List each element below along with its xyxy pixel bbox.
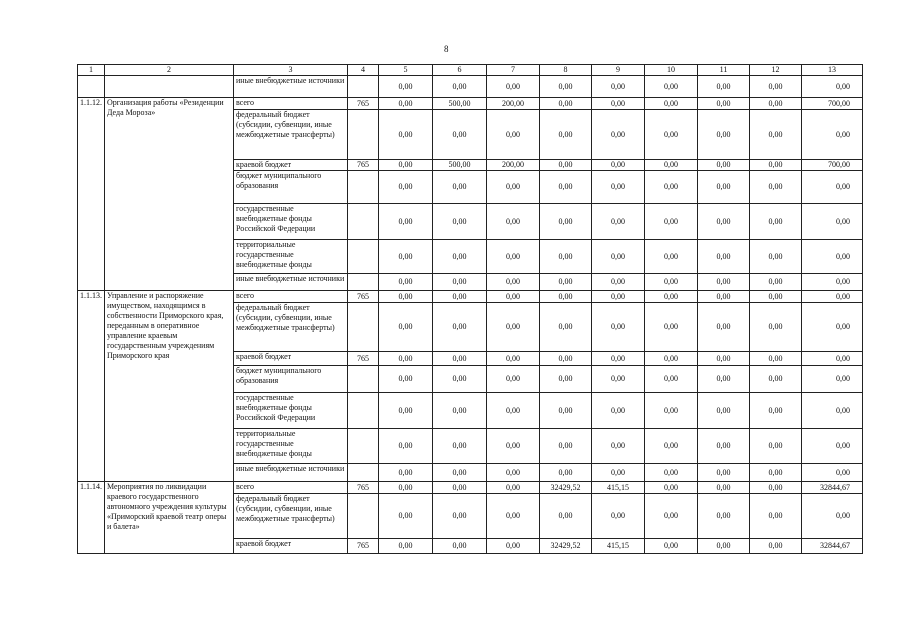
amount-cell: 0,00: [540, 274, 592, 291]
amount-cell: 0,00: [750, 274, 802, 291]
amount-cell: 0,00: [379, 352, 433, 366]
column-header: 13: [802, 65, 863, 76]
amount-cell: 0,00: [645, 76, 698, 98]
amount-cell: 0,00: [698, 240, 750, 274]
table-row: [78, 98, 863, 110]
column-header: 12: [750, 65, 802, 76]
amount-cell: 0,00: [698, 291, 750, 303]
amount-cell: 0,00: [487, 482, 540, 494]
amount-cell: 0,00: [433, 240, 487, 274]
amount-cell: 0,00: [433, 204, 487, 240]
amount-cell: 0,00: [540, 366, 592, 393]
budget-code: [348, 393, 379, 429]
amount-cell: 0,00: [645, 291, 698, 303]
amount-cell: 0,00: [802, 429, 863, 464]
amount-cell: 0,00: [698, 76, 750, 98]
amount-cell: 32429,52: [540, 482, 592, 494]
amount-cell: 0,00: [379, 366, 433, 393]
funding-source: иные внебюджетные источники: [234, 464, 348, 482]
amount-cell: 0,00: [698, 98, 750, 110]
amount-cell: 0,00: [540, 291, 592, 303]
amount-cell: 0,00: [750, 539, 802, 554]
amount-cell: 0,00: [698, 539, 750, 554]
amount-cell: 0,00: [750, 352, 802, 366]
budget-code: [348, 171, 379, 204]
amount-cell: 700,00: [802, 160, 863, 171]
amount-cell: 0,00: [540, 303, 592, 352]
amount-cell: 0,00: [645, 98, 698, 110]
amount-cell: 0,00: [698, 366, 750, 393]
budget-code: 765: [348, 291, 379, 303]
budget-table: [77, 64, 863, 554]
amount-cell: 0,00: [592, 494, 645, 539]
amount-cell: 0,00: [540, 240, 592, 274]
amount-cell: 0,00: [592, 429, 645, 464]
funding-source: иные внебюджетные источники: [234, 274, 348, 291]
amount-cell: 0,00: [802, 393, 863, 429]
amount-cell: 0,00: [433, 366, 487, 393]
amount-cell: 415,15: [592, 482, 645, 494]
amount-cell: 0,00: [802, 204, 863, 240]
budget-code: [348, 274, 379, 291]
amount-cell: 0,00: [433, 464, 487, 482]
amount-cell: 0,00: [750, 291, 802, 303]
table-row: [78, 291, 863, 303]
funding-source: государственные внебюджетные фонды Российской Федерации: [234, 204, 348, 240]
amount-cell: 0,00: [698, 171, 750, 204]
amount-cell: 0,00: [433, 393, 487, 429]
amount-cell: 0,00: [487, 429, 540, 464]
amount-cell: 0,00: [540, 429, 592, 464]
column-header: 10: [645, 65, 698, 76]
amount-cell: 0,00: [802, 240, 863, 274]
budget-code: 765: [348, 352, 379, 366]
column-header: 9: [592, 65, 645, 76]
amount-cell: 0,00: [698, 429, 750, 464]
amount-cell: 0,00: [698, 482, 750, 494]
amount-cell: 0,00: [698, 204, 750, 240]
amount-cell: 0,00: [698, 303, 750, 352]
amount-cell: 0,00: [698, 110, 750, 160]
budget-code: [348, 494, 379, 539]
amount-cell: 0,00: [540, 393, 592, 429]
amount-cell: 700,00: [802, 98, 863, 110]
funding-source: государственные внебюджетные фонды Российской Федерации: [234, 393, 348, 429]
amount-cell: 0,00: [379, 160, 433, 171]
column-header: 2: [105, 65, 234, 76]
amount-cell: 0,00: [379, 240, 433, 274]
amount-cell: 0,00: [592, 110, 645, 160]
amount-cell: 0,00: [540, 160, 592, 171]
amount-cell: 0,00: [379, 76, 433, 98]
amount-cell: 0,00: [802, 171, 863, 204]
amount-cell: 0,00: [750, 464, 802, 482]
budget-code: [348, 303, 379, 352]
amount-cell: 500,00: [433, 160, 487, 171]
table-row: [78, 482, 863, 494]
funding-source: территориальные государственные внебюджетные фонды: [234, 240, 348, 274]
budget-code: 765: [348, 98, 379, 110]
amount-cell: 0,00: [645, 240, 698, 274]
amount-cell: 0,00: [802, 366, 863, 393]
amount-cell: 0,00: [487, 539, 540, 554]
amount-cell: 0,00: [645, 274, 698, 291]
budget-code: [348, 76, 379, 98]
amount-cell: 200,00: [487, 98, 540, 110]
amount-cell: 0,00: [379, 110, 433, 160]
amount-cell: 0,00: [433, 539, 487, 554]
amount-cell: 0,00: [645, 539, 698, 554]
amount-cell: 0,00: [540, 110, 592, 160]
amount-cell: 500,00: [433, 98, 487, 110]
amount-cell: 0,00: [487, 464, 540, 482]
amount-cell: 0,00: [645, 110, 698, 160]
amount-cell: 0,00: [433, 171, 487, 204]
amount-cell: 0,00: [379, 482, 433, 494]
amount-cell: 0,00: [750, 204, 802, 240]
amount-cell: 0,00: [433, 291, 487, 303]
amount-cell: 0,00: [698, 464, 750, 482]
amount-cell: 0,00: [487, 393, 540, 429]
amount-cell: 0,00: [433, 482, 487, 494]
amount-cell: 0,00: [645, 393, 698, 429]
amount-cell: 0,00: [645, 204, 698, 240]
amount-cell: 0,00: [750, 110, 802, 160]
amount-cell: 0,00: [487, 110, 540, 160]
item-name: Управление и распоряжение имуществом, находящимся в собственности Приморского края, переданным в оперативное управление краевым государственным учреждениям Приморского края: [105, 291, 234, 482]
amount-cell: 0,00: [802, 274, 863, 291]
amount-cell: 0,00: [802, 291, 863, 303]
amount-cell: 0,00: [433, 352, 487, 366]
amount-cell: 0,00: [379, 303, 433, 352]
amount-cell: 0,00: [379, 171, 433, 204]
amount-cell: 0,00: [592, 240, 645, 274]
amount-cell: 0,00: [592, 303, 645, 352]
amount-cell: 0,00: [645, 429, 698, 464]
amount-cell: 0,00: [379, 393, 433, 429]
amount-cell: 0,00: [379, 429, 433, 464]
column-header: 5: [379, 65, 433, 76]
amount-cell: 0,00: [698, 494, 750, 539]
budget-code: 765: [348, 160, 379, 171]
table-row: [78, 76, 863, 98]
amount-cell: 0,00: [540, 204, 592, 240]
amount-cell: 0,00: [750, 429, 802, 464]
budget-code: [348, 240, 379, 274]
amount-cell: 0,00: [645, 366, 698, 393]
amount-cell: 0,00: [540, 352, 592, 366]
amount-cell: 0,00: [379, 274, 433, 291]
column-header: 3: [234, 65, 348, 76]
header-row: [78, 65, 863, 76]
amount-cell: 0,00: [540, 494, 592, 539]
amount-cell: 0,00: [379, 494, 433, 539]
amount-cell: 0,00: [750, 393, 802, 429]
amount-cell: 0,00: [645, 303, 698, 352]
amount-cell: 0,00: [802, 76, 863, 98]
amount-cell: 0,00: [487, 352, 540, 366]
amount-cell: 0,00: [592, 366, 645, 393]
amount-cell: 0,00: [487, 494, 540, 539]
item-number: 1.1.12.: [78, 98, 105, 291]
amount-cell: 0,00: [487, 240, 540, 274]
amount-cell: 0,00: [750, 303, 802, 352]
amount-cell: 200,00: [487, 160, 540, 171]
amount-cell: 0,00: [645, 494, 698, 539]
funding-source: бюджет муниципального образования: [234, 171, 348, 204]
amount-cell: 0,00: [698, 352, 750, 366]
funding-source: краевой бюджет: [234, 160, 348, 171]
amount-cell: 0,00: [433, 494, 487, 539]
funding-source: федеральный бюджет (субсидии, субвенции, иные межбюджетные трансферты): [234, 110, 348, 160]
amount-cell: 0,00: [802, 464, 863, 482]
amount-cell: 0,00: [645, 352, 698, 366]
amount-cell: 0,00: [802, 303, 863, 352]
funding-source: всего: [234, 98, 348, 110]
amount-cell: 0,00: [487, 204, 540, 240]
funding-source: всего: [234, 291, 348, 303]
amount-cell: 0,00: [433, 76, 487, 98]
funding-source: федеральный бюджет (субсидии, субвенции, иные межбюджетные трансферты): [234, 303, 348, 352]
budget-code: 765: [348, 482, 379, 494]
item-number: [78, 76, 105, 98]
amount-cell: 0,00: [592, 291, 645, 303]
amount-cell: 0,00: [592, 352, 645, 366]
amount-cell: 0,00: [487, 291, 540, 303]
column-header: 11: [698, 65, 750, 76]
amount-cell: 0,00: [698, 160, 750, 171]
column-header: 7: [487, 65, 540, 76]
amount-cell: 0,00: [592, 160, 645, 171]
budget-code: 765: [348, 539, 379, 554]
amount-cell: 0,00: [750, 76, 802, 98]
funding-source: территориальные государственные внебюджетные фонды: [234, 429, 348, 464]
item-name: [105, 76, 234, 98]
amount-cell: 0,00: [645, 160, 698, 171]
amount-cell: 0,00: [802, 494, 863, 539]
amount-cell: 0,00: [379, 291, 433, 303]
funding-source: федеральный бюджет (субсидии, субвенции, иные межбюджетные трансферты): [234, 494, 348, 539]
amount-cell: 0,00: [750, 482, 802, 494]
amount-cell: 0,00: [592, 98, 645, 110]
amount-cell: 0,00: [592, 464, 645, 482]
amount-cell: 0,00: [379, 204, 433, 240]
column-header: 8: [540, 65, 592, 76]
amount-cell: 0,00: [750, 98, 802, 110]
amount-cell: 0,00: [750, 240, 802, 274]
amount-cell: 32429,52: [540, 539, 592, 554]
amount-cell: 0,00: [433, 110, 487, 160]
item-name: Организация работы «Резиденции Деда Мороза»: [105, 98, 234, 291]
page-number: 8: [444, 44, 449, 54]
funding-source: краевой бюджет: [234, 539, 348, 554]
amount-cell: 0,00: [487, 366, 540, 393]
amount-cell: 0,00: [433, 274, 487, 291]
amount-cell: 0,00: [487, 303, 540, 352]
amount-cell: 0,00: [698, 393, 750, 429]
amount-cell: 0,00: [487, 76, 540, 98]
amount-cell: 0,00: [487, 274, 540, 291]
funding-source: иные внебюджетные источники: [234, 76, 348, 98]
amount-cell: 0,00: [379, 539, 433, 554]
amount-cell: 0,00: [487, 171, 540, 204]
amount-cell: 0,00: [379, 98, 433, 110]
amount-cell: 0,00: [540, 98, 592, 110]
amount-cell: 0,00: [540, 76, 592, 98]
amount-cell: 0,00: [750, 494, 802, 539]
budget-code: [348, 464, 379, 482]
amount-cell: 0,00: [540, 464, 592, 482]
amount-cell: 0,00: [698, 274, 750, 291]
amount-cell: 0,00: [645, 464, 698, 482]
amount-cell: 0,00: [645, 171, 698, 204]
amount-cell: 0,00: [592, 204, 645, 240]
budget-code: [348, 204, 379, 240]
item-number: 1.1.14.: [78, 482, 105, 554]
amount-cell: 0,00: [802, 110, 863, 160]
amount-cell: 0,00: [645, 482, 698, 494]
item-name: Мероприятия по ликвидации краевого государственного автономного учреждения культуры «Приморский краевой театр оперы и балета»: [105, 482, 234, 554]
amount-cell: 0,00: [379, 464, 433, 482]
amount-cell: 0,00: [750, 366, 802, 393]
amount-cell: 0,00: [592, 393, 645, 429]
budget-code: [348, 366, 379, 393]
amount-cell: 0,00: [433, 303, 487, 352]
amount-cell: 0,00: [750, 171, 802, 204]
amount-cell: 32844,67: [802, 482, 863, 494]
amount-cell: 0,00: [433, 429, 487, 464]
funding-source: краевой бюджет: [234, 352, 348, 366]
amount-cell: 0,00: [802, 352, 863, 366]
amount-cell: 0,00: [592, 171, 645, 204]
amount-cell: 0,00: [750, 160, 802, 171]
amount-cell: 0,00: [592, 76, 645, 98]
amount-cell: 0,00: [540, 171, 592, 204]
funding-source: всего: [234, 482, 348, 494]
column-header: 6: [433, 65, 487, 76]
budget-code: [348, 110, 379, 160]
funding-source: бюджет муниципального образования: [234, 366, 348, 393]
budget-code: [348, 429, 379, 464]
column-header: 1: [78, 65, 105, 76]
item-number: 1.1.13.: [78, 291, 105, 482]
amount-cell: 32844,67: [802, 539, 863, 554]
column-header: 4: [348, 65, 379, 76]
amount-cell: 415,15: [592, 539, 645, 554]
amount-cell: 0,00: [592, 274, 645, 291]
